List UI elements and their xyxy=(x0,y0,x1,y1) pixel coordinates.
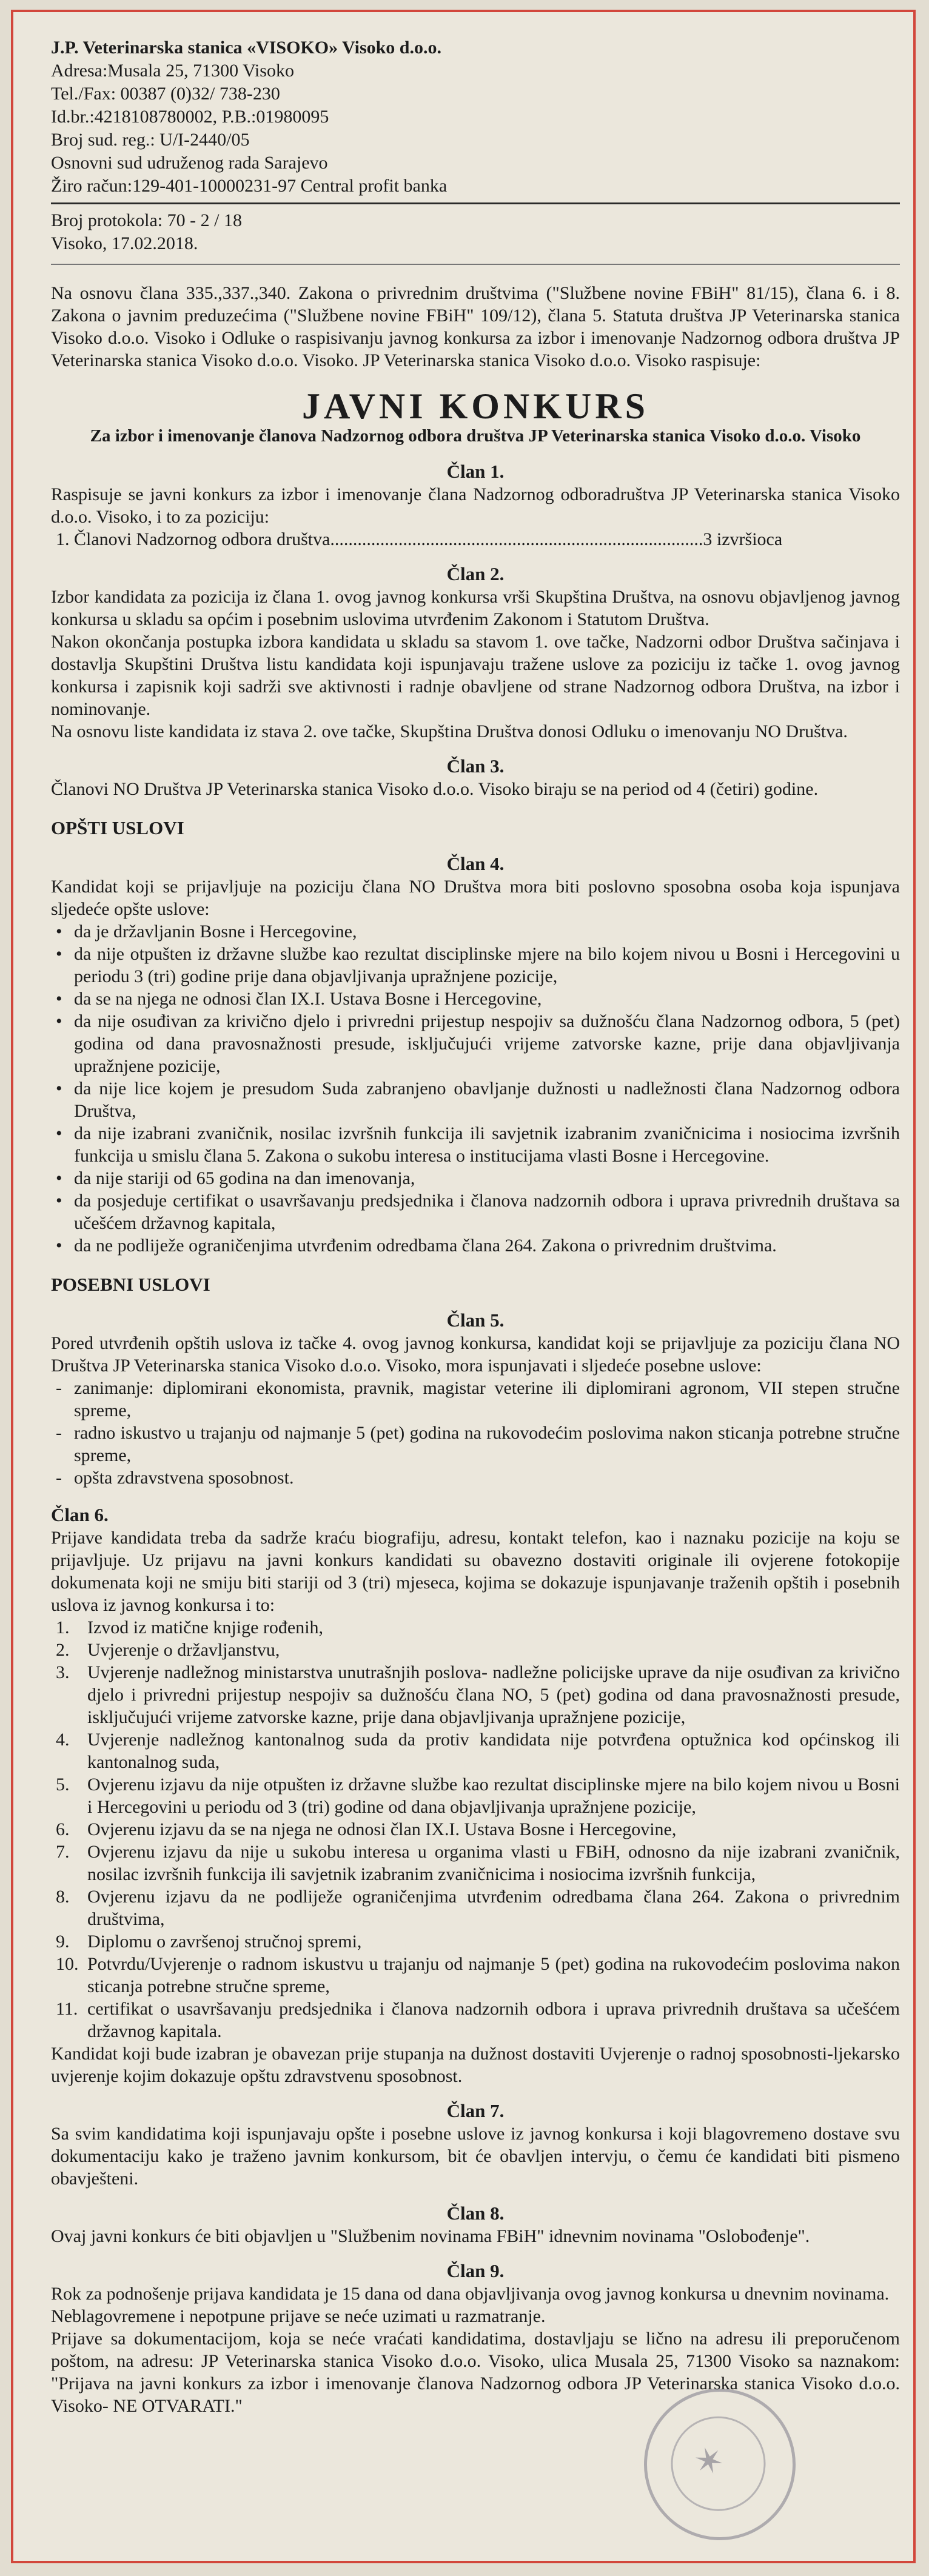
clan-4-text: Kandidat koji se prijavljuje na poziciju člana NO Društva mora biti poslovno sposobna osoba koja ispunjava sljedeće opšte uslove: xyxy=(51,877,900,919)
intro-paragraph: Na osnovu člana 335.,337.,340. Zakona o privrednim društvima ("Službene novine FBiH" 81/15), člana 6. i 8. Zakona o javnim preduzećima ("Službene novine FBiH" 109/12), člana 5. Statuta društva JP Veterinarska stanica Visoko d.o.o. Visoko i Odluke o raspisivanju javnog konkursa za izbor i imenovanje Nadzornog odbora društva JP Veterinarska stanica Visoko d.o.o. Visoko. JP Veterinarska stanica Visoko d.o.o. Visoko raspisuje: xyxy=(51,283,900,370)
list-item: 3. Uvjerenje nadležnog ministarstva unutrašnjih poslova- nadležne policijske uprave da nije osuđivan za krivično djelo i privredni prijestup nespojiv sa dužnošću člana NO, 5 (pet) godina od dana pravosnažnosti presude, isključujući vrijeme zatvorske kazne, prije dana objavljivanja upražnjene pozicije, xyxy=(56,1662,900,1727)
clan-9-heading: Član 9. xyxy=(446,2260,505,2281)
position-line: 1. Članovi Nadzornog odbora društva..................................................................................3 izvršioca xyxy=(56,529,783,549)
list-item: - zanimanje: diplomirani ekonomista, pravnik, magistar veterine ili diplomirani agronom, VII stepen stručne spreme, xyxy=(56,1378,900,1420)
required-documents-list xyxy=(51,1616,900,2042)
company-name: J.P. Veterinarska stanica «VISOKO» Visoko d.o.o. xyxy=(51,38,441,58)
list-item: 9. Diplomu o završenoj stručnoj spremi, xyxy=(56,1932,362,1952)
list-item: • da nije osuđivan za krivično djelo i privredni prijestup nespojiv sa dužnošću člana Nadzornog odbora, 5 (pet) godina od dana pravosnažnosti presude, isključujući vrijeme zatvorske kazne, prije dana objavljivanja upražnjene pozicije, xyxy=(56,1011,900,1076)
general-conditions-heading: OPŠTI USLOVI xyxy=(51,817,184,838)
special-conditions-heading: POSEBNI USLOVI xyxy=(51,1274,210,1295)
letterhead-line: Broj sud. reg.: U/I-2440/05 xyxy=(51,130,250,150)
list-item: 10. Potvrdu/Uvjerenje o radnom iskustvu u trajanju od najmanje 5 (pet) godina na rukovodećim poslovima nakon sticanja potrebne stručne spreme, xyxy=(56,1954,900,1996)
clan-2-heading: Član 2. xyxy=(446,563,505,584)
list-item: - opšta zdravstvena sposobnost. xyxy=(56,1468,294,1488)
clan-9-paragraph: Neblagovremene i nepotpune prijave se neće uzimati u razmatranje. xyxy=(51,2306,546,2326)
clan-2-paragraph: Izbor kandidata za pozicija iz člana 1. ovog javnog konkursa vrši Skupština Društva, na osnovu objavljenog javnog konkursa u skladu sa općim i posebnim uslovima utvrđenim Zakonom i Statutom Društva. xyxy=(51,587,900,629)
letterhead-line: Žiro račun:129-401-10000231-97 Central profit banka xyxy=(51,176,448,196)
clan-5-text: Pored utvrđenih opštih uslova iz tačke 4. ovog javnog konkursa, kandidat koji se prijavljuje za poziciju člana NO Društva JP Veterinarska stanica Visoko d.o.o. Visoko, mora ispunjavati i sljedeće posebne uslove: xyxy=(51,1333,900,1376)
clan-3-heading: Član 3. xyxy=(446,755,505,777)
clan-7-heading: Član 7. xyxy=(446,2100,505,2121)
document-title: JAVNI KONKURS xyxy=(302,386,649,426)
document-content xyxy=(51,36,900,2417)
list-item: 7. Ovjerenu izjavu da nije u sukobu interesa u organima vlasti u FBiH, odnosno da nije izabrani zvaničnik, nosilac izvršnih funkcija ili savjetnik izabranim zvaničnicima i nosiocima izvršnih funkcija, xyxy=(56,1842,900,1884)
list-item: • da nije lice kojem je presudom Suda zabranjeno obavljanje dužnosti u nadležnosti člana Nadzornog odbora Društva, xyxy=(56,1079,900,1121)
list-item: • da posjeduje certifikat o usavršavanju predsjednika i članova nadzornih odbora i uprava privrednih društava sa učešćem državnog kapitala, xyxy=(56,1191,900,1233)
list-item: - radno iskustvo u trajanju od najmanje 5 (pet) godina na rukovodećim poslovima nakon sticanja potrebne stručne spreme, xyxy=(56,1423,900,1465)
clan-2-paragraph: Na osnovu liste kandidata iz stava 2. ove tačke, Skupština Društva donosi Odluku o imenovanju NO Društva. xyxy=(51,721,848,741)
clan-6-text: Prijave kandidata treba da sadrže kraću biografiju, adresu, kontakt telefon, kao i naznaku pozicije na koju se prijavljuje. Uz prijavu na javni konkurs kandidati su obavezno dostaviti originale ili ovjerene fotokopije dokumenata koji ne smiju biti stariji od 3 (tri) mjeseca, kojima se dokazuje ispunjavanje traženih opštih i posebnih uslova iz javnog konkursa i to: xyxy=(51,1528,900,1615)
list-item: 4. Uvjerenje nadležnog kantonalnog suda da protiv kandidata nije potvrđena optužnica kod općinskog ili kantonalnog suda, xyxy=(56,1730,900,1772)
protocol-divider xyxy=(51,264,900,265)
general-conditions-list xyxy=(51,920,900,1257)
header-divider xyxy=(51,202,900,204)
clan-9-paragraph: Rok za podnošenje prijava kandidata je 15 dana od dana objavljivanja ovog javnog konkursa u dnevnim novinama. xyxy=(51,2284,890,2304)
place-date: Visoko, 17.02.2018. xyxy=(51,233,198,253)
list-item: 2. Uvjerenje o državljanstvu, xyxy=(56,1640,280,1660)
clan-1-text: Raspisuje se javni konkurs za izbor i imenovanje člana Nadzornog odboradruštva JP Veterinarska stanica Visoko d.o.o. Visoko, i to za poziciju: xyxy=(51,484,900,527)
letterhead-line: Id.br.:4218108780002, P.B.:01980095 xyxy=(51,107,329,127)
special-conditions-list xyxy=(51,1377,900,1489)
list-item: • da nije stariji od 65 godina na dan imenovanja, xyxy=(56,1168,415,1188)
list-item: 5. Ovjerenu izjavu da nije otpušten iz državne službe kao rezultat disciplinske mjere na bilo kojem nivou u Bosni i Hercegovini u periodu od 3 (tri) godine od dana objavljivanja upražnjene pozicije, xyxy=(56,1775,900,1817)
protocol-block xyxy=(51,209,900,255)
clan-9-paragraph: Prijave sa dokumentacijom, koja se neće vraćati kandidatima, dostavljaju se lično na adresu ili preporučenom poštom, na adresu: JP Veterinarska stanica Visoko d.o.o. Visoko, ulica Musala 25, 71300 Visoko sa naznakom: "Prijava na javni konkurs za izbor i imenovanje članova Nadzornog odbora JP Veterinarska stanica Visoko d.o.o. Visoko- NE OTVARATI." xyxy=(51,2329,900,2416)
document-subtitle: Za izbor i imenovanje članova Nadzornog odbora društva JP Veterinarska stanica Visoko d.o.o. Visoko xyxy=(90,426,861,446)
list-item: • da nije otpušten iz državne službe kao rezultat disciplinske mjere na bilo kojem nivou u Bosni i Hercegovini u periodu 3 (tri) godine prije dana objavljivanja upražnjene pozicije, xyxy=(56,944,900,986)
clan-3-text: Članovi NO Društva JP Veterinarska stanica Visoko d.o.o. Visoko biraju se na period od 4 (četiri) godine. xyxy=(51,779,819,799)
clan-6-closing: Kandidat koji bude izabran je obavezan prije stupanja na dužnost dostaviti Uvjerenje o radnoj sposobnosti-ljekarsko uvjerenje kojim dokazuje opštu zdravstvenu sposobnost. xyxy=(51,2044,900,2086)
clan-8-heading: Član 8. xyxy=(446,2203,505,2224)
letterhead-line: Tel./Fax: 00387 (0)32/ 738-230 xyxy=(51,84,280,104)
list-item: • da je državljanin Bosne i Hercegovine, xyxy=(56,922,357,942)
clan-8-text: Ovaj javni konkurs će biti objavljen u "Službenim novinama FBiH" idnevnim novinama "Oslobođenje". xyxy=(51,2226,810,2246)
document-sheet xyxy=(11,10,916,2563)
letterhead-line: Osnovni sud udruženog rada Sarajevo xyxy=(51,153,328,173)
clan-4-heading: Član 4. xyxy=(446,853,505,874)
clan-5-heading: Član 5. xyxy=(446,1310,505,1331)
clan-1-heading: Član 1. xyxy=(446,461,505,482)
list-item: • da nije izabrani zvaničnik, nosilac izvršnih funkcija ili savjetnik izabranim zvaničnicima i nosiocima izvršnih funkcija u smislu člana 5. Zakona o sukobu interesa o institucijama vlasti Bosne i Hercegovine. xyxy=(56,1123,900,1166)
list-item: • da ne podliježe ograničenjima utvrđenim odredbama člana 264. Zakona o privrednim društvima. xyxy=(56,1236,777,1256)
list-item: 1. Izvod iz matične knjige rođenih, xyxy=(56,1618,324,1638)
clan-6-heading: Član 6. xyxy=(51,1504,109,1525)
list-item: • da se na njega ne odnosi član IX.I. Ustava Bosne i Hercegovine, xyxy=(56,989,542,1009)
clan-2-paragraph: Nakon okončanja postupka izbora kandidata u skladu sa stavom 1. ove tačke, Nadzorni odbor Društva sačinjava i dostavlja Skupštini Društva listu kandidata koji ispunjavaju tražene uslove za poziciju iz tačke 1. ovog javnog konkursa i zapisnik koji sadrži sve aktivnosti i radnje obavljene od strane Nadzornog odbora Društva, na izbor i nominovanje. xyxy=(51,632,900,719)
letterhead-line: Adresa:Musala 25, 71300 Visoko xyxy=(51,61,294,81)
stamp-emblem-icon: ✶ xyxy=(688,2437,730,2486)
list-item: 11. certifikat o usavršavanju predsjednika i članova nadzornih odbora i uprava privrednih društava sa učešćem državnog kapitala. xyxy=(56,1999,900,2041)
protocol-number: Broj protokola: 70 - 2 / 18 xyxy=(51,210,242,230)
letterhead xyxy=(51,36,900,198)
list-item: 6. Ovjerenu izjavu da se na njega ne odnosi član IX.I. Ustava Bosne i Hercegovine, xyxy=(56,1819,677,1839)
clan-7-text: Sa svim kandidatima koji ispunjavaju opšte i posebne uslove iz javnog konkursa i koji blagovremeno dostave svu dokumentaciju kako je traženo javnim konkursom, bit će obavljen intervju, o čemu će kandidati biti pismeno obavješteni. xyxy=(51,2124,900,2189)
list-item: 8. Ovjerenu izjavu da ne podliježe ograničenjima utvrđenim odredbama člana 264. Zakona o privrednim društvima, xyxy=(56,1887,900,1929)
